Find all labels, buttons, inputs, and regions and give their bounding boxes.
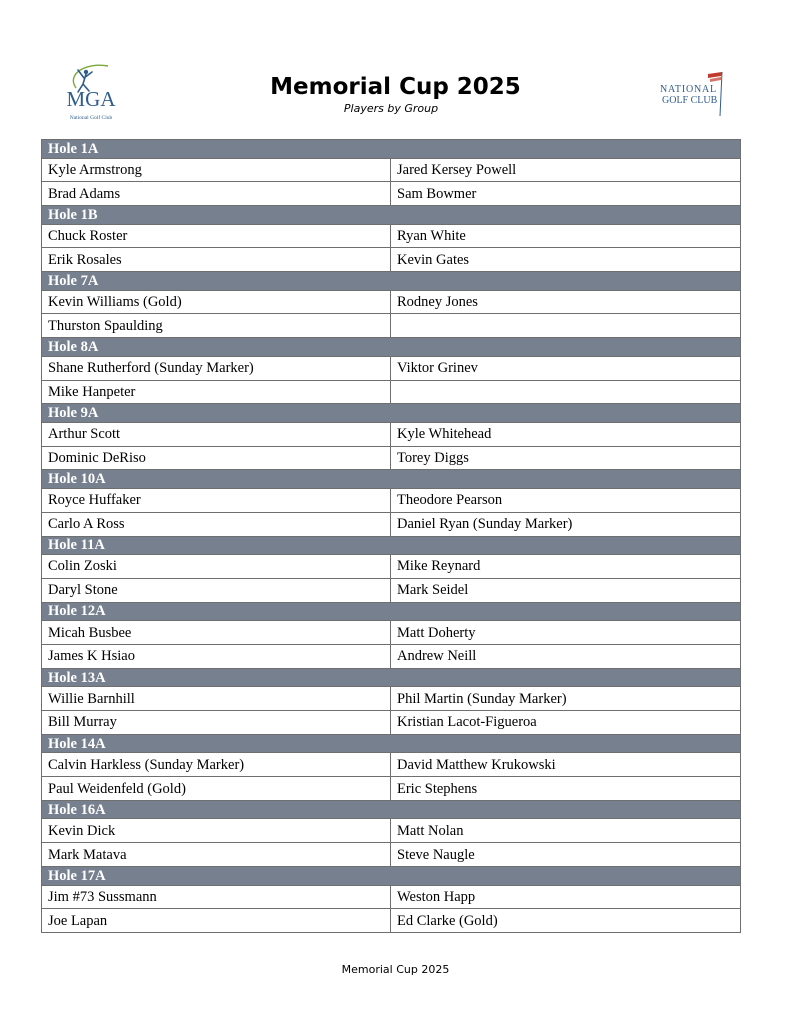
player-row	[42, 578, 741, 602]
hole-label: Hole 12A	[42, 602, 741, 621]
player-name-cell: Mark Matava	[42, 843, 391, 867]
group-header-row	[42, 140, 741, 159]
player-name-cell: Bill Murray	[42, 711, 391, 735]
hole-label: Hole 11A	[42, 536, 741, 555]
player-name-cell: Kevin Williams (Gold)	[42, 290, 391, 314]
player-row	[42, 224, 741, 248]
player-row	[42, 644, 741, 668]
player-groups-body	[42, 140, 741, 933]
player-name-cell: Theodore Pearson	[391, 488, 741, 512]
player-row	[42, 356, 741, 380]
group-header-row	[42, 734, 741, 753]
player-name-cell: Ryan White	[391, 224, 741, 248]
player-row	[42, 314, 741, 338]
player-row	[42, 621, 741, 645]
hole-label: Hole 10A	[42, 470, 741, 489]
player-groups-table	[41, 139, 741, 933]
player-name-cell: Willie Barnhill	[42, 687, 391, 711]
player-name-cell: Matt Doherty	[391, 621, 741, 645]
player-name-cell: Jared Kersey Powell	[391, 158, 741, 182]
player-name-cell: Kevin Gates	[391, 248, 741, 272]
player-row	[42, 843, 741, 867]
player-name-cell: Paul Weidenfeld (Gold)	[42, 777, 391, 801]
page-subtitle: Players by Group	[343, 102, 439, 115]
group-header-row	[42, 338, 741, 357]
group-header-row	[42, 800, 741, 819]
player-name-cell: Erik Rosales	[42, 248, 391, 272]
mga-logo-letters: MGA	[66, 87, 116, 111]
player-name-cell: Micah Busbee	[42, 621, 391, 645]
hole-label: Hole 7A	[42, 272, 741, 291]
hole-label: Hole 9A	[42, 404, 741, 423]
player-name-cell: Daniel Ryan (Sunday Marker)	[391, 512, 741, 536]
hole-label: Hole 16A	[42, 800, 741, 819]
player-row	[42, 488, 741, 512]
player-name-cell: Kristian Lacot-Figueroa	[391, 711, 741, 735]
player-name-cell: Jim #73 Sussmann	[42, 885, 391, 909]
player-row	[42, 512, 741, 536]
player-row	[42, 422, 741, 446]
logo-golf-club-text: GOLF CLUB	[662, 95, 718, 106]
player-row	[42, 290, 741, 314]
player-name-cell: Daryl Stone	[42, 578, 391, 602]
player-name-cell: Mike Hanpeter	[42, 380, 391, 404]
player-row	[42, 248, 741, 272]
player-row	[42, 819, 741, 843]
hole-label: Hole 17A	[42, 867, 741, 886]
player-name-cell: Royce Huffaker	[42, 488, 391, 512]
player-name-cell: Brad Adams	[42, 182, 391, 206]
mga-logo-caption: National Golf Club	[69, 115, 113, 121]
group-header-row	[42, 404, 741, 423]
player-row	[42, 446, 741, 470]
page-title: Memorial Cup 2025	[270, 74, 521, 100]
player-name-cell: Sam Bowmer	[391, 182, 741, 206]
player-row	[42, 711, 741, 735]
player-name-cell: Weston Happ	[391, 885, 741, 909]
player-row	[42, 158, 741, 182]
player-name-cell: Kyle Armstrong	[42, 158, 391, 182]
player-name-cell: Calvin Harkless (Sunday Marker)	[42, 753, 391, 777]
group-header-row	[42, 867, 741, 886]
player-name-cell: Torey Diggs	[391, 446, 741, 470]
group-header-row	[42, 536, 741, 555]
player-name-cell: Eric Stephens	[391, 777, 741, 801]
player-row	[42, 885, 741, 909]
player-name-cell: Mike Reynard	[391, 555, 741, 579]
player-name-cell: Andrew Neill	[391, 644, 741, 668]
player-name-cell: Chuck Roster	[42, 224, 391, 248]
logo-national-text: NATIONAL	[660, 84, 717, 95]
player-row	[42, 909, 741, 933]
hole-label: Hole 1A	[42, 140, 741, 159]
player-name-cell: Phil Martin (Sunday Marker)	[391, 687, 741, 711]
group-header-row	[42, 272, 741, 291]
group-header-row	[42, 602, 741, 621]
player-name-cell: Viktor Grinev	[391, 356, 741, 380]
player-row	[42, 777, 741, 801]
hole-label: Hole 1B	[42, 206, 741, 225]
player-row	[42, 182, 741, 206]
player-name-cell: Joe Lapan	[42, 909, 391, 933]
player-name-cell: Shane Rutherford (Sunday Marker)	[42, 356, 391, 380]
player-row	[42, 555, 741, 579]
player-name-cell	[391, 314, 741, 338]
player-row	[42, 380, 741, 404]
player-name-cell: Rodney Jones	[391, 290, 741, 314]
player-name-cell: Ed Clarke (Gold)	[391, 909, 741, 933]
player-name-cell: Arthur Scott	[42, 422, 391, 446]
hole-label: Hole 14A	[42, 734, 741, 753]
player-name-cell: Steve Naugle	[391, 843, 741, 867]
group-header-row	[42, 206, 741, 225]
player-name-cell: Colin Zoski	[42, 555, 391, 579]
player-name-cell: James K Hsiao	[42, 644, 391, 668]
group-header-row	[42, 470, 741, 489]
hole-label: Hole 13A	[42, 668, 741, 687]
player-row	[42, 753, 741, 777]
player-name-cell: Kyle Whitehead	[391, 422, 741, 446]
player-name-cell: Kevin Dick	[42, 819, 391, 843]
player-name-cell: David Matthew Krukowski	[391, 753, 741, 777]
group-header-row	[42, 668, 741, 687]
hole-label: Hole 8A	[42, 338, 741, 357]
player-name-cell: Thurston Spaulding	[42, 314, 391, 338]
player-name-cell: Carlo A Ross	[42, 512, 391, 536]
player-name-cell: Mark Seidel	[391, 578, 741, 602]
player-name-cell: Dominic DeRiso	[42, 446, 391, 470]
player-name-cell: Matt Nolan	[391, 819, 741, 843]
page-footer: Memorial Cup 2025	[341, 963, 450, 976]
player-name-cell	[391, 380, 741, 404]
player-row	[42, 687, 741, 711]
